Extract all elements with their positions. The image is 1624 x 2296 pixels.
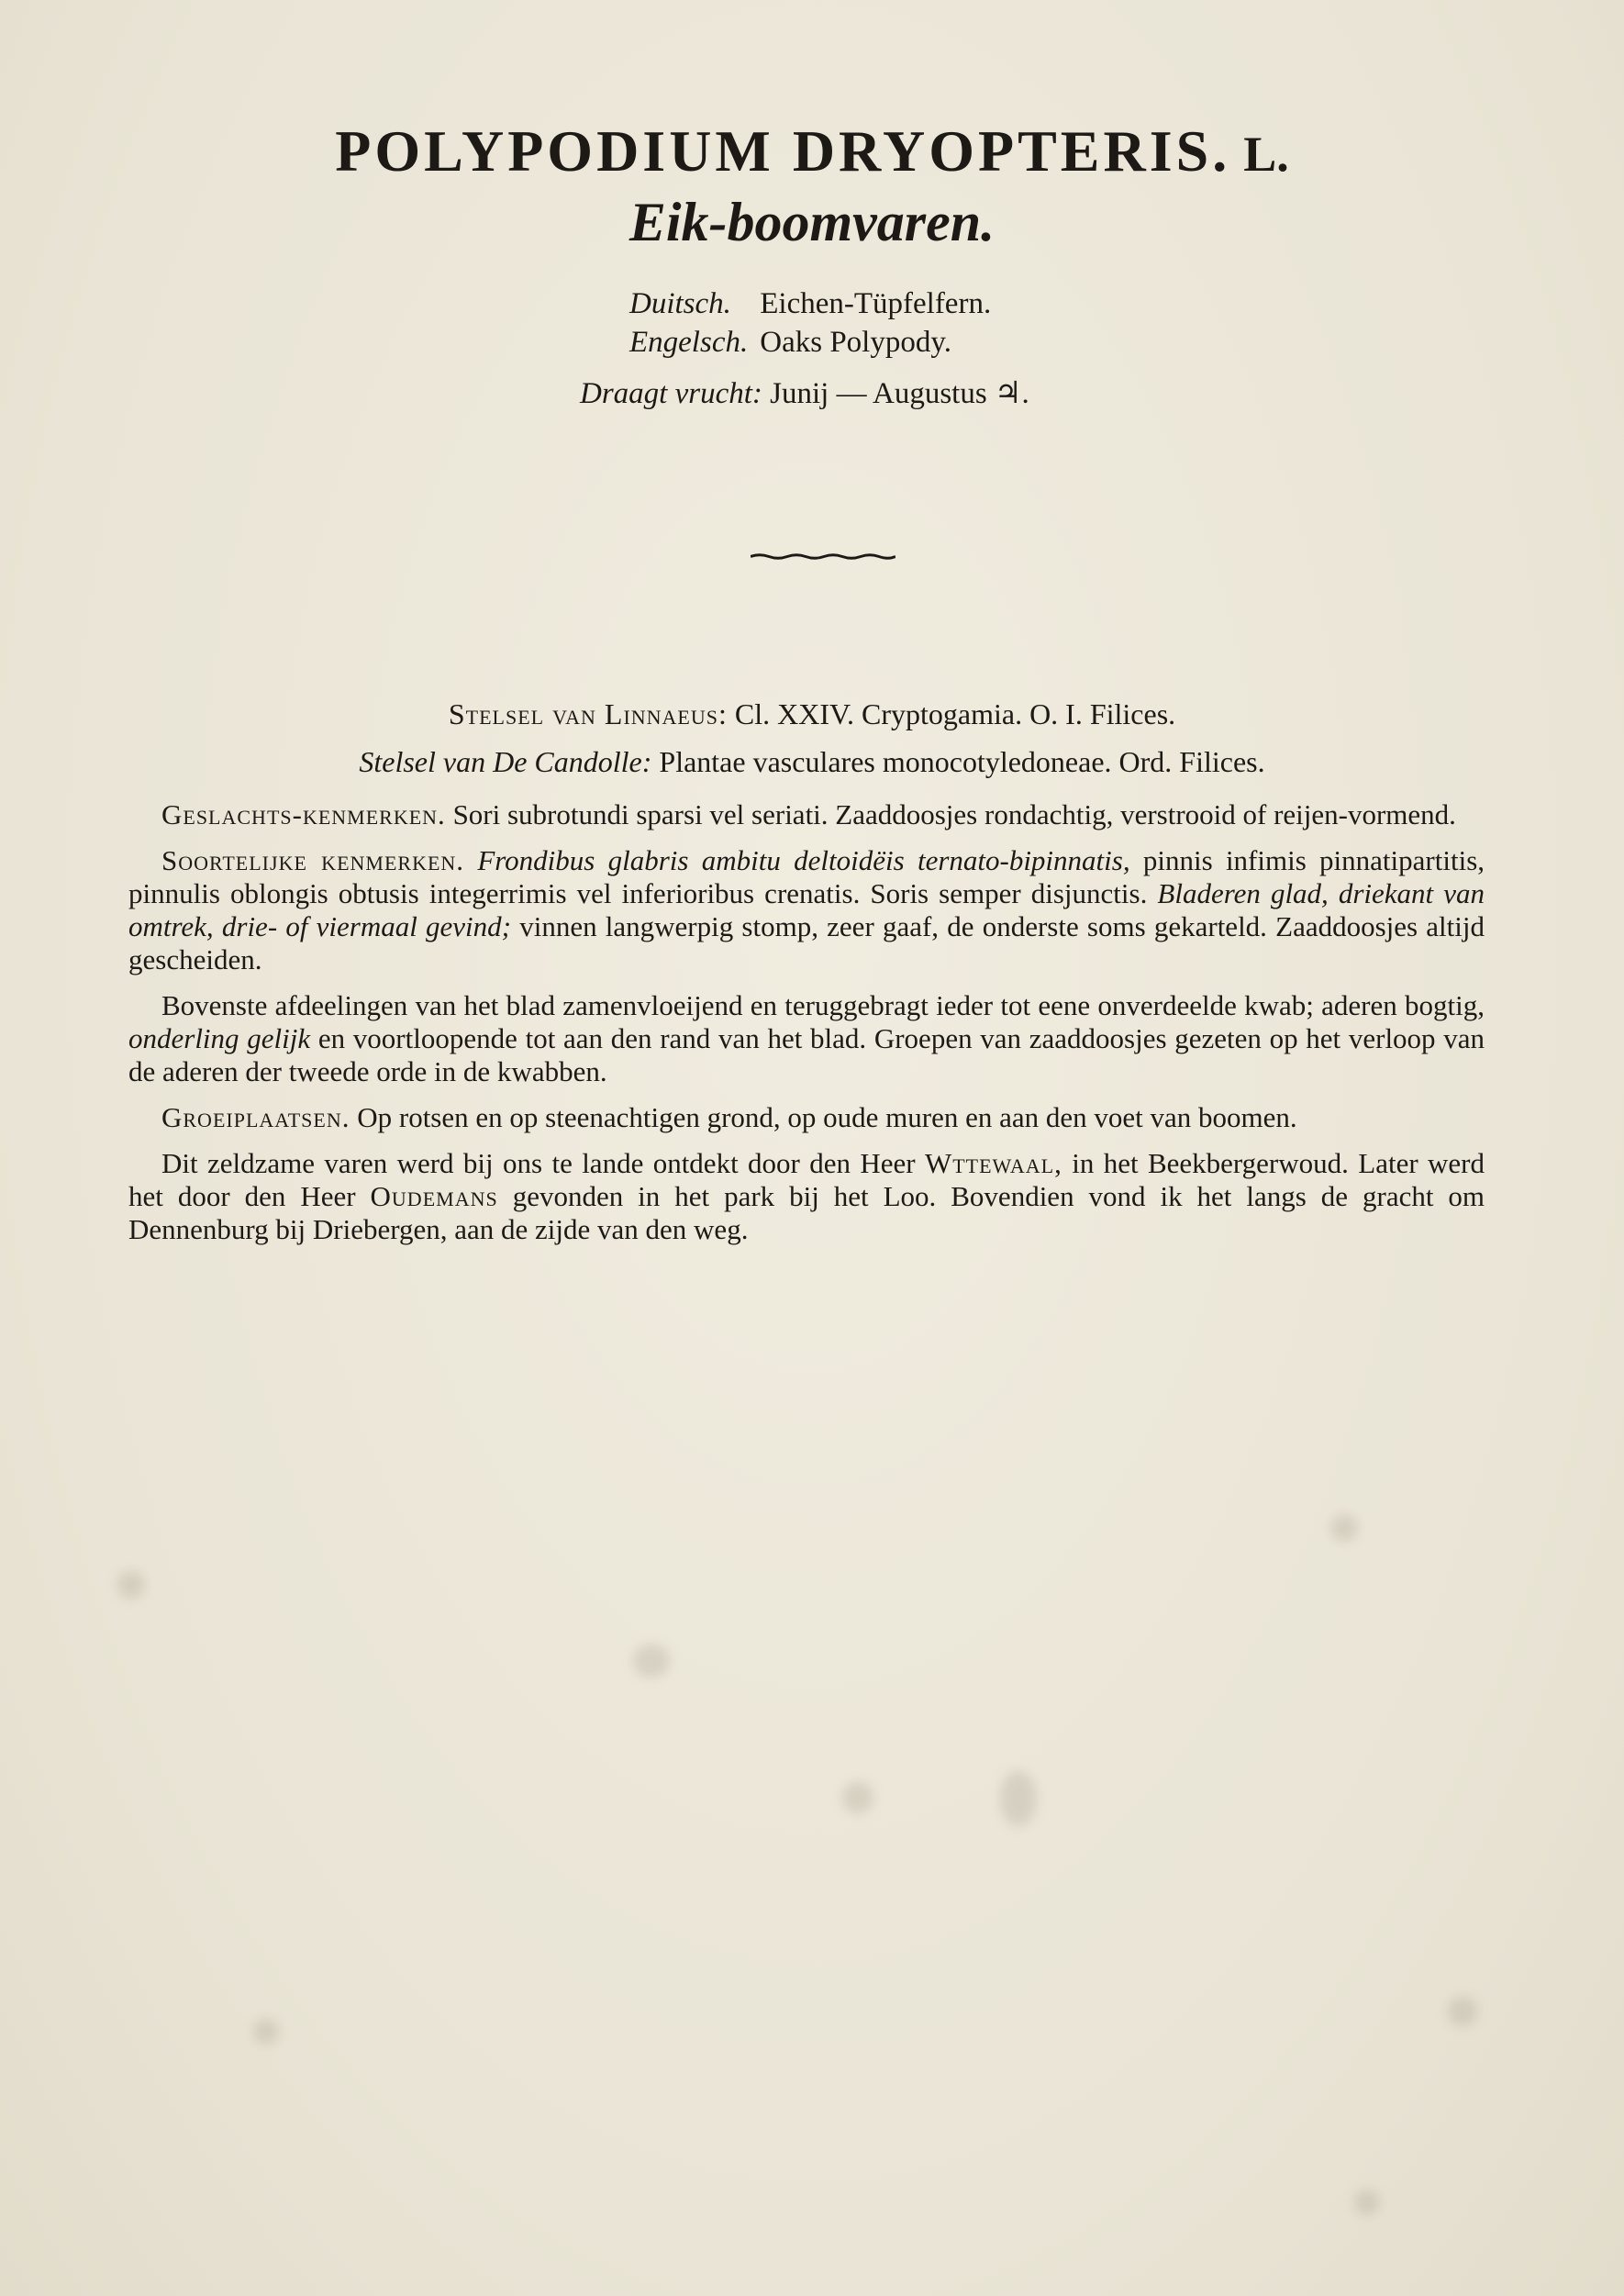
name-lang: Duitsch. xyxy=(629,287,731,320)
species-paragraph xyxy=(128,844,1485,976)
linnaeus-value: Cl. XXIV. Cryptogamia. O. I. Filices. xyxy=(734,697,1176,730)
species-latin: Frondibus glabris ambitu deltoidëis ternato-bipinnatis, xyxy=(477,844,1130,876)
name-value: Eichen-Tüpfelfern. xyxy=(760,287,992,320)
candolle-value: Plantae vasculares monocotyledoneae. Ord. Filices. xyxy=(659,745,1265,778)
genus-text: Sori subrotundi sparsi vel seriati. Zaaddoosjes rondachtig, verstrooid of reijen-vormend. xyxy=(452,798,1456,830)
desc-italic: onderling gelijk xyxy=(128,1022,311,1054)
paper-stain xyxy=(117,1571,145,1599)
fruiting-period xyxy=(580,374,1029,411)
paper-stain xyxy=(842,1782,873,1813)
species-text-1: pinnis infimis pinnatipartitis, pinnulis oblongis obtusis integerrimis vel inferioribus crenatis. Soris semper disjunctis. xyxy=(128,844,1485,909)
title-latin-name: POLYPODIUM DRYOPTERIS. xyxy=(335,118,1231,184)
candolle-label: Stelsel van De Candolle: xyxy=(359,745,652,778)
paper-stain xyxy=(633,1644,670,1677)
linnaeus-system xyxy=(0,697,1624,731)
vernacular-names xyxy=(629,284,991,362)
species-heading: Soortelijke kenmerken. xyxy=(161,844,465,876)
name-value: Oaks Polypody. xyxy=(760,326,951,359)
desc-text-2: en voortloopende tot aan den rand van het blad. Groepen van zaaddoosjes gezeten op het verloop van de aderen der tweede orde in de kwabben. xyxy=(128,1022,1485,1087)
common-name: Eik-boomvaren. xyxy=(628,192,996,252)
title-author: L. xyxy=(1243,127,1289,182)
genus-heading: Geslachts-kenmerken. xyxy=(161,798,446,830)
fruiting-value: Junij — Augustus ♃. xyxy=(770,377,1029,410)
paper-stain xyxy=(1448,1997,1477,2026)
habitat-text: Op rotsen en op steenachtigen grond, op oude muren en aan den voet van boomen. xyxy=(357,1101,1297,1133)
candolle-system xyxy=(0,745,1624,779)
species-title xyxy=(0,117,1624,185)
linnaeus-label: Stelsel van Linnaeus: xyxy=(448,697,728,730)
desc-text-1: Bovenste afdeelingen van het blad zamenvloeijend en teruggebragt ieder tot eene onverdeelde kwab; aderen bogtig, xyxy=(161,989,1485,1021)
species-text-2: vinnen langwerpig stomp, zeer gaaf, de onderste soms gekarteld. Zaaddoosjes altijd gescheiden. xyxy=(128,910,1485,975)
paper-stain xyxy=(253,2019,279,2045)
habitat-paragraph xyxy=(128,1101,1485,1134)
habitat-heading: Groeiplaatsen. xyxy=(161,1101,350,1133)
find-text-1: Dit zeldzame varen werd bij ons te lande ontdekt door den Heer xyxy=(161,1147,916,1179)
species-dutch: Bladeren glad, driekant van omtrek, drie- of viermaal gevind; xyxy=(128,877,1485,942)
paper-stain xyxy=(1000,1771,1037,1826)
decorative-rule xyxy=(751,553,895,560)
genus-paragraph xyxy=(128,798,1485,831)
discovery-paragraph xyxy=(128,1147,1485,1246)
name-lang: Engelsch. xyxy=(629,326,749,359)
name-row-english xyxy=(629,323,991,362)
find-name-1: Wttewaal, xyxy=(924,1147,1062,1179)
fruiting-label: Draagt vrucht: xyxy=(580,377,762,410)
find-text-3: gevonden in het park bij het Loo. Bovendien vond ik het langs de gracht om Dennenburg bij Driebergen, aan de zijde van den weg. xyxy=(128,1180,1485,1245)
find-text-2: in het Beekbergerwoud. Later werd het door den Heer xyxy=(128,1147,1485,1212)
name-row-german xyxy=(629,284,991,323)
description-paragraph xyxy=(128,989,1485,1088)
paper-stain xyxy=(1354,2190,1380,2215)
description-body xyxy=(128,798,1485,1259)
paper-stain xyxy=(1330,1514,1358,1542)
find-name-2: Oudemans xyxy=(370,1180,498,1212)
